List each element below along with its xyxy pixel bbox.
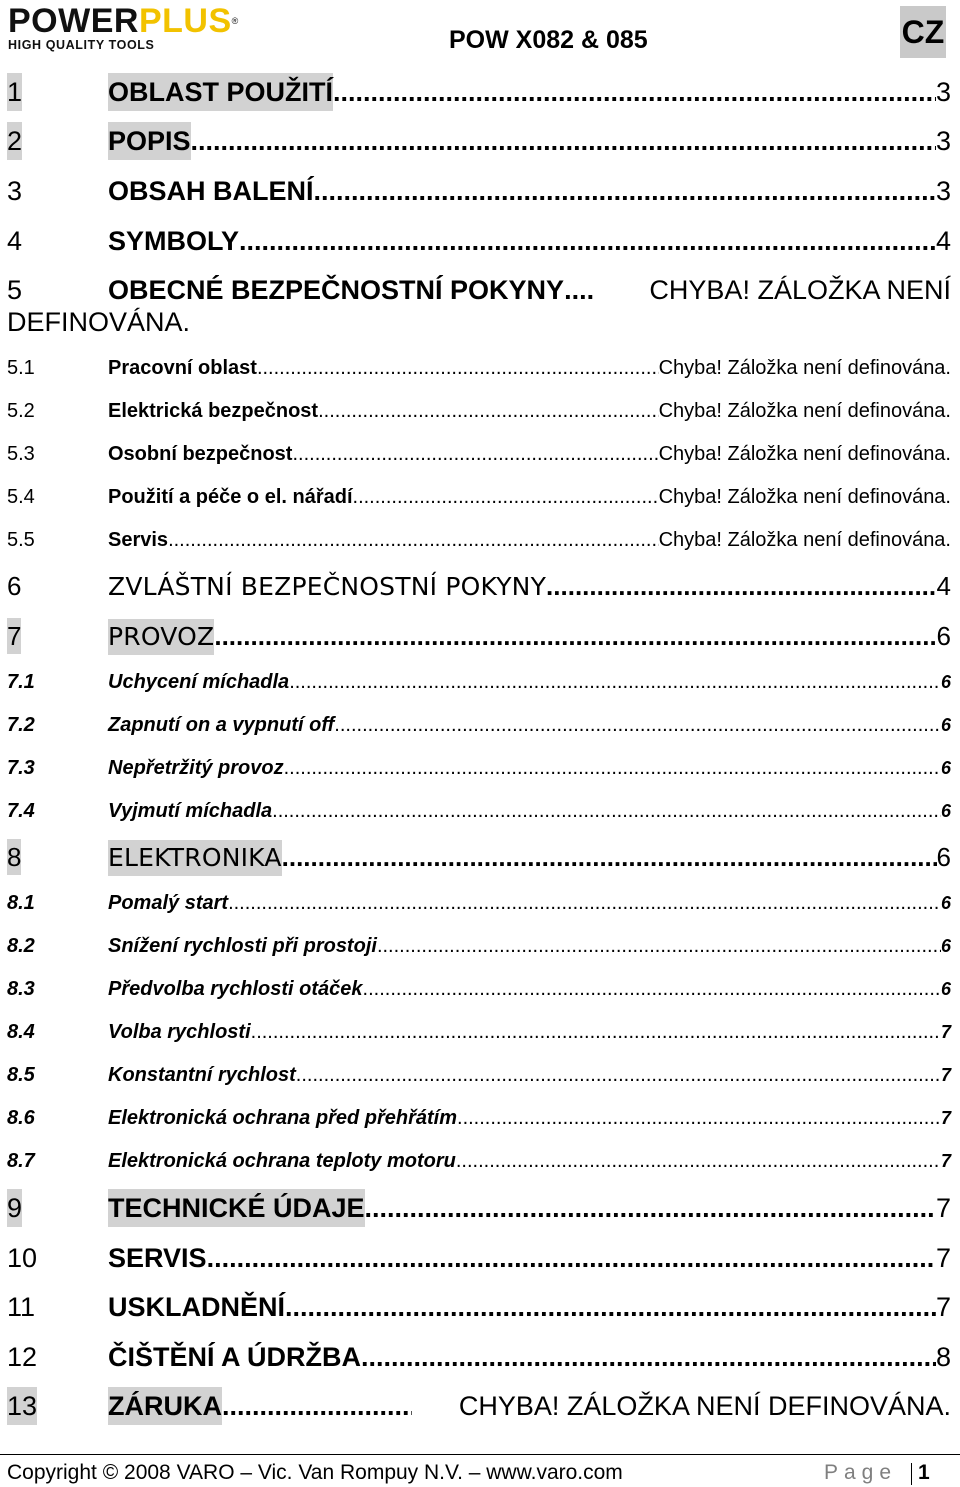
toc-title: POPIS bbox=[108, 122, 191, 160]
toc-page: 6 bbox=[936, 621, 951, 651]
toc-entry-1[interactable] bbox=[0, 73, 960, 111]
toc-page: 7 bbox=[940, 1022, 951, 1042]
toc-title: USKLADNĚNÍ bbox=[108, 1292, 286, 1322]
toc-page: 7 bbox=[940, 1151, 951, 1171]
model-number: POW X082 & 085 bbox=[449, 26, 648, 54]
toc-leader bbox=[361, 1338, 936, 1376]
toc-number: 4 bbox=[7, 226, 23, 256]
toc-leader bbox=[377, 931, 941, 961]
toc-leader bbox=[365, 1189, 936, 1227]
logo-tagline: HIGH QUALITY TOOLS bbox=[8, 38, 155, 52]
toc-number: 9 bbox=[7, 1189, 22, 1227]
toc-entry-8-7[interactable] bbox=[0, 1146, 960, 1176]
toc-title: OBSAH BALENÍ bbox=[108, 176, 314, 206]
toc-number: 8.3 bbox=[7, 978, 35, 1000]
toc-leader bbox=[214, 618, 936, 654]
toc-title: SYMBOLY bbox=[108, 226, 240, 256]
toc-page: 6 bbox=[940, 893, 951, 913]
toc-entry-5-4[interactable] bbox=[0, 482, 960, 512]
toc-page: 4 bbox=[936, 571, 951, 601]
toc-entry-7-2[interactable] bbox=[0, 710, 960, 740]
toc-number: 5.3 bbox=[7, 443, 35, 465]
toc-number: 5 bbox=[7, 275, 23, 305]
toc-number: 7.1 bbox=[7, 671, 35, 693]
toc-entry-8-2[interactable] bbox=[0, 931, 960, 961]
toc-page: 7 bbox=[940, 1108, 951, 1128]
toc-title: ČIŠTĚNÍ A ÚDRŽBA bbox=[108, 1342, 361, 1372]
toc-number: 10 bbox=[7, 1243, 38, 1273]
toc-title: Použití a péče o el. nářadí bbox=[108, 486, 353, 508]
toc-number: 8.5 bbox=[7, 1064, 35, 1086]
toc-page: Chyba! Záložka není definována. bbox=[658, 443, 951, 465]
logo-word-power: POWER bbox=[8, 2, 139, 40]
toc-leader bbox=[257, 353, 659, 383]
toc-entry-7[interactable] bbox=[0, 618, 960, 654]
toc-number: 7.3 bbox=[7, 757, 35, 779]
footer-page-number: 1 bbox=[918, 1461, 930, 1484]
toc-leader bbox=[456, 1146, 941, 1176]
toc-page: 7 bbox=[935, 1292, 951, 1322]
toc-entry-8-3[interactable] bbox=[0, 974, 960, 1004]
toc-number: 8.4 bbox=[7, 1021, 35, 1043]
toc-number: 8 bbox=[7, 839, 21, 875]
toc-page: CHYBA! ZÁLOŽKA NENÍ DEFINOVÁNA. bbox=[458, 1391, 951, 1421]
toc-page: Chyba! Záložka není definována. bbox=[658, 357, 951, 379]
toc-page: 6 bbox=[936, 842, 951, 872]
toc-leader bbox=[314, 172, 936, 210]
toc-entry-13[interactable] bbox=[0, 1387, 960, 1425]
toc-entry-7-4[interactable] bbox=[0, 796, 960, 826]
toc-leader bbox=[318, 396, 658, 426]
toc-page: 4 bbox=[935, 226, 951, 256]
toc-entry-8-4[interactable] bbox=[0, 1017, 960, 1047]
toc-leader bbox=[564, 271, 594, 309]
toc-leader bbox=[289, 667, 941, 697]
toc-page: CHYBA! ZÁLOŽKA NENÍ bbox=[649, 275, 951, 305]
toc-title: TECHNICKÉ ÚDAJE bbox=[108, 1189, 365, 1227]
toc-page: 6 bbox=[940, 979, 951, 999]
toc-entry-10[interactable] bbox=[0, 1239, 960, 1277]
toc-page: Chyba! Záložka není definována. bbox=[658, 529, 951, 551]
footer-divider bbox=[0, 1454, 960, 1455]
powerplus-logo bbox=[8, 4, 293, 54]
toc-page: 6 bbox=[940, 758, 951, 778]
toc-page: 3 bbox=[935, 126, 951, 156]
toc-number: 7.4 bbox=[7, 800, 35, 822]
toc-entry-5-2[interactable] bbox=[0, 396, 960, 426]
toc-leader bbox=[333, 73, 936, 111]
toc-title: Předvolba rychlosti otáček bbox=[108, 978, 363, 1000]
toc-number: 6 bbox=[7, 571, 22, 601]
toc-leader bbox=[296, 1060, 941, 1090]
toc-leader bbox=[168, 525, 659, 555]
toc-number: 1 bbox=[7, 73, 22, 111]
toc-entry-5-3[interactable] bbox=[0, 439, 960, 469]
toc-entry-7-1[interactable] bbox=[0, 667, 960, 697]
toc-title: Osobní bezpečnost bbox=[108, 443, 293, 465]
footer-page-label: Page bbox=[824, 1461, 898, 1484]
toc-number: 5.2 bbox=[7, 400, 35, 422]
toc-title: SERVIS bbox=[108, 1243, 207, 1273]
toc-title: Uchycení míchadla bbox=[108, 671, 290, 693]
toc-title: Servis bbox=[108, 529, 169, 551]
toc-number: 13 bbox=[7, 1387, 37, 1425]
toc-number: 11 bbox=[7, 1292, 36, 1322]
toc-number: 7 bbox=[7, 618, 21, 654]
toc-page: 7 bbox=[935, 1243, 951, 1273]
toc-title: Volba rychlosti bbox=[108, 1021, 251, 1043]
logo-wordmark bbox=[8, 4, 293, 38]
toc-number: 7.2 bbox=[7, 714, 35, 736]
toc-title: Konstantní rychlost bbox=[108, 1064, 296, 1086]
toc-number: 8.6 bbox=[7, 1107, 35, 1129]
toc-page: 7 bbox=[935, 1193, 951, 1223]
toc-page: 6 bbox=[940, 672, 951, 692]
toc-entry-5-1[interactable] bbox=[0, 353, 960, 383]
toc-page: Chyba! Záložka není definována. bbox=[658, 486, 951, 508]
toc-leader bbox=[272, 796, 941, 826]
toc-page: Chyba! Záložka není definována. bbox=[658, 400, 951, 422]
toc-page: 3 bbox=[935, 77, 951, 107]
toc-page: 6 bbox=[940, 936, 951, 956]
language-badge: CZ bbox=[900, 6, 946, 58]
toc-entry-7-3[interactable] bbox=[0, 753, 960, 783]
toc-entry-12[interactable] bbox=[0, 1338, 960, 1376]
toc-entry-5-5[interactable] bbox=[0, 525, 960, 555]
toc-title: Vyjmutí míchadla bbox=[108, 800, 273, 822]
toc-entry-11[interactable] bbox=[0, 1288, 960, 1326]
toc-number: 5.5 bbox=[7, 529, 35, 551]
toc-title: ZVLÁŠTNÍ BEZPEČNOSTNÍ POKYNY bbox=[108, 572, 547, 601]
toc-entry-8-1[interactable] bbox=[0, 888, 960, 918]
toc-leader bbox=[292, 439, 658, 469]
toc-title: Elektronická ochrana teploty motoru bbox=[108, 1150, 456, 1172]
toc-number: 12 bbox=[7, 1342, 38, 1372]
toc-leader bbox=[222, 1387, 412, 1425]
toc-number: 8.7 bbox=[7, 1150, 35, 1172]
toc-entry-3[interactable] bbox=[0, 172, 960, 210]
toc-entry-9[interactable] bbox=[0, 1189, 960, 1227]
toc-entry-4[interactable] bbox=[0, 222, 960, 260]
logo-registered-mark: ® bbox=[231, 16, 239, 26]
toc-number: 3 bbox=[7, 176, 23, 206]
toc-page: 6 bbox=[940, 715, 951, 735]
toc-page: 6 bbox=[940, 801, 951, 821]
toc-leader bbox=[457, 1103, 941, 1133]
toc-leader bbox=[282, 839, 937, 875]
toc-entry-8-5[interactable] bbox=[0, 1060, 960, 1090]
toc-number: 8.2 bbox=[7, 935, 35, 957]
footer-page-separator bbox=[911, 1463, 912, 1485]
toc-leader bbox=[334, 710, 941, 740]
footer-copyright: Copyright © 2008 VARO – Vic. Van Rompuy N.V. – www.varo.com bbox=[7, 1461, 623, 1484]
toc-leader bbox=[191, 122, 936, 160]
toc-page: 8 bbox=[935, 1342, 951, 1372]
toc-title: Snížení rychlosti při prostoji bbox=[108, 935, 377, 957]
logo-word-plus: PLUS bbox=[138, 2, 232, 40]
toc-title: Zapnutí on a vypnutí off bbox=[108, 714, 335, 736]
toc-number: 5.1 bbox=[7, 357, 35, 379]
toc-title: Elektronická ochrana před přehřátím bbox=[108, 1107, 458, 1129]
toc-leader bbox=[546, 568, 936, 604]
toc-leader bbox=[353, 482, 659, 512]
toc-title: Pracovní oblast bbox=[108, 357, 257, 379]
toc-page: 3 bbox=[935, 176, 951, 206]
toc-entry-5-page-continued: DEFINOVÁNA. bbox=[7, 307, 191, 337]
toc-leader bbox=[239, 222, 936, 260]
toc-leader bbox=[228, 888, 941, 918]
toc-number: 2 bbox=[7, 122, 22, 160]
toc-leader bbox=[251, 1017, 941, 1047]
toc-title: Elektrická bezpečnost bbox=[108, 400, 319, 422]
toc-title: OBECNÉ BEZPEČNOSTNÍ POKYNY bbox=[108, 275, 565, 305]
toc-leader bbox=[285, 1288, 936, 1326]
toc-entry-6[interactable] bbox=[0, 568, 960, 604]
toc-title: PROVOZ bbox=[108, 619, 214, 655]
toc-leader bbox=[284, 753, 941, 783]
toc-title: ELEKTRONIKA bbox=[108, 840, 282, 876]
toc-title: OBLAST POUŽITÍ bbox=[108, 73, 333, 111]
toc-entry-8-6[interactable] bbox=[0, 1103, 960, 1133]
toc-entry-8[interactable] bbox=[0, 839, 960, 875]
toc-leader bbox=[363, 974, 941, 1004]
toc-title: Nepřetržitý provoz bbox=[108, 757, 284, 779]
toc-leader bbox=[207, 1239, 936, 1277]
toc-number: 8.1 bbox=[7, 892, 35, 914]
toc-title: Pomalý start bbox=[108, 892, 229, 914]
toc-title: ZÁRUKA bbox=[108, 1387, 222, 1425]
toc-entry-2[interactable] bbox=[0, 122, 960, 160]
toc-page: 7 bbox=[940, 1065, 951, 1085]
toc-number: 5.4 bbox=[7, 486, 35, 508]
